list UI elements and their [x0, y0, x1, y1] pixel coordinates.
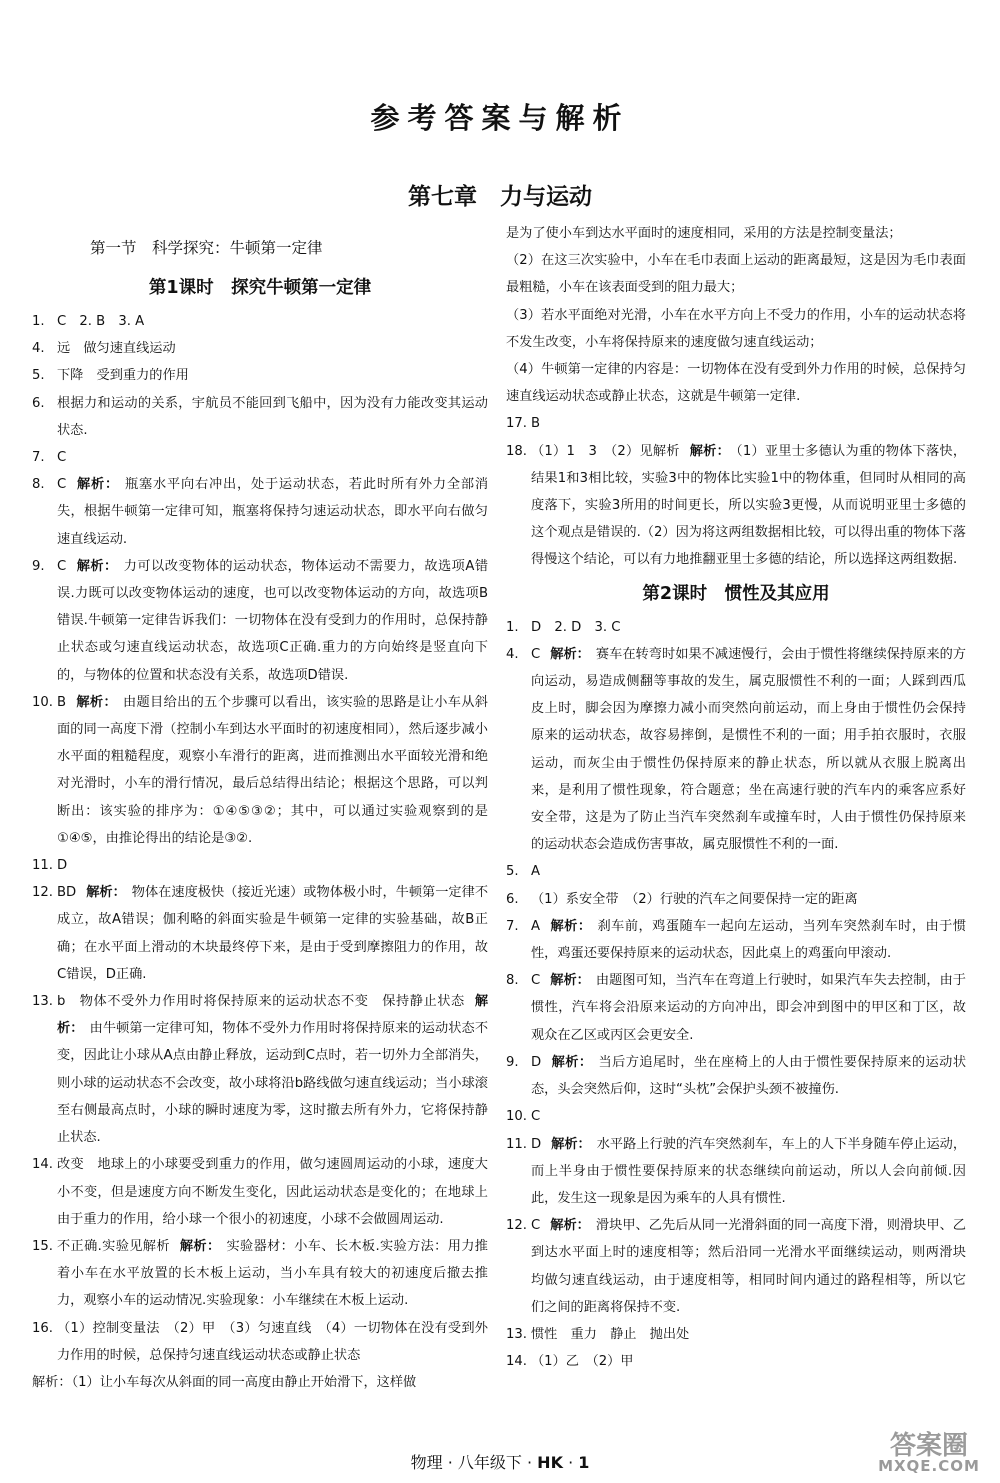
answer-number: 13.: [32, 994, 53, 1010]
answer-text: C: [57, 558, 67, 574]
answer-text: D: [531, 1054, 542, 1070]
analysis-text: 力可以改变物体的运动状态，物体运动不需要力，故选项A错误.力既可以改变物体运动的速度，也可以改变物体运动的方向，故选项B错误.牛顿第一定律告诉我们：一切物体在没有受到力的作用时，总保持静止状态或匀速直线运动状态，故选项C正确.重力的方向始终是竖直向下的，与物体的位置和状态没有关系，故选项D错误.: [57, 558, 489, 683]
answer-text: （1）乙 （2）甲: [531, 1354, 634, 1370]
answer-list-lesson-1: [32, 308, 488, 1369]
analysis-text: （1）让小车每次从斜面的同一高度由静止开始滑下，这样做: [71, 1374, 417, 1390]
answer-number: 11.: [32, 858, 53, 874]
answer-16-analysis: [32, 1369, 488, 1396]
answer-number: 16.: [32, 1320, 53, 1336]
answer-item: [32, 362, 488, 389]
answer-item: [506, 886, 966, 913]
answer-text: D 2. D 3. C: [531, 619, 621, 635]
answer-list-lesson-2: [506, 614, 966, 1376]
answer-text: C 2. B 3. A: [57, 314, 145, 329]
analysis-label: 解析：: [689, 443, 731, 459]
watermark-url: MXQE.COM: [878, 1457, 980, 1475]
answer-text: C: [531, 646, 541, 662]
answer-number: 11.: [506, 1136, 527, 1152]
analysis-text: （1）亚里士多德认为重的物体下落快，结果1和3相比较，实验3中的物体比实验1中的物体重，但同时从相同的高度落下，实验3所用的时间更长，所以实验3更慢，从而说明亚里士多德的这个观点是错误的.（2）因为将这两组数据相比较，可以得出重的物体下落得慢这个结论，可以有力地推翻亚里士多德的结论，所以选择这两组数据.: [531, 443, 967, 568]
answer-number: 6.: [506, 891, 519, 907]
answer-number: 17.: [506, 416, 527, 432]
answer-text: （1）系安全带 （2）行驶的汽车之间要保持一定的距离: [531, 891, 858, 907]
answer-item: [506, 1103, 966, 1130]
answer-number: 5.: [32, 368, 45, 384]
analysis-text: 当后方追尾时，坐在座椅上的人由于惯性要保持原来的运动状态，头会突然后仰，这时“头枕”会保护头颈不被撞伤.: [531, 1054, 967, 1098]
footer-grade: 八年级下: [457, 1453, 522, 1472]
answer-text: BD: [57, 885, 77, 901]
answer-number: 4.: [506, 646, 519, 662]
lesson-2-title: 第2课时 惯性及其应用: [642, 583, 830, 604]
answer-item: [32, 1233, 488, 1315]
answer-text: 远 做匀速直线运动: [57, 341, 176, 357]
analysis-label: 解析：: [76, 558, 118, 574]
answer-number: 1.: [506, 619, 519, 635]
analysis-label: 解析：: [551, 1054, 593, 1070]
chapter-title: 第七章 力与运动: [408, 184, 592, 210]
answer-number: 13.: [506, 1326, 527, 1342]
answer-item: [32, 553, 488, 689]
analysis-text: 由题图可知，当汽车在弯道上行驶时，如果汽车失去控制，由于惯性，汽车将会沿原来运动的方向冲出，即会冲到图中的甲区和丁区，故观众在乙区或丙区会更安全.: [531, 973, 966, 1043]
answer-item: [32, 471, 488, 553]
answer-text: C: [531, 973, 541, 989]
answer-item: [32, 444, 488, 471]
answer-item: [506, 1212, 966, 1321]
answer-item: [506, 1321, 966, 1348]
answer-text: C: [57, 450, 67, 466]
answer-text: C: [531, 1218, 541, 1234]
answer-text: 惯性 重力 静止 抛出处: [531, 1326, 690, 1342]
analysis-label: 解析：: [550, 973, 590, 989]
answer-text: D: [531, 1136, 542, 1152]
analysis-label: 解析：: [32, 1374, 72, 1390]
answer-number: 8.: [32, 477, 45, 493]
answer-number: 10.: [32, 694, 53, 710]
answer-number: 7.: [32, 450, 45, 466]
answer-text: A: [531, 918, 541, 934]
answer-number: 1.: [32, 314, 45, 329]
answer-number: 18.: [506, 443, 527, 459]
answer-number: 6.: [32, 395, 45, 411]
analysis-text: 滑块甲、乙先后从同一光滑斜面的同一高度下滑，则滑块甲、乙到达水平面上时的速度相等；然后沿同一光滑水平面继续运动，则两滑块均做匀速直线运动，由于速度相等，相同时间内通过的路程相等，所以它们之间的距离将保持不变.: [531, 1218, 966, 1315]
answer-number: 9.: [506, 1054, 519, 1070]
analysis-label: 解析：: [57, 994, 488, 1037]
answer-item: [506, 858, 966, 885]
answer-number: 14.: [506, 1354, 527, 1370]
analysis-label: 解析：: [551, 1136, 591, 1152]
analysis-label: 解析：: [179, 1238, 221, 1254]
watermark-logo: [870, 1425, 988, 1475]
section-heading: 第一节 科学探究：牛顿第一定律: [90, 239, 323, 257]
analysis-label: 解析：: [76, 477, 120, 493]
answer-text: 不正确.实验见解析: [57, 1238, 170, 1254]
answer-number: 4.: [32, 341, 45, 357]
answer-item: [506, 913, 966, 967]
answer-number: 14.: [32, 1157, 53, 1173]
analysis-text: 由牛顿第一定律可知，物体不受外力作用时将保持原来的运动状态不变，因此让小球从A点由静止释放，运动到C点时，若一切外力全部消失，则小球的运动状态不会改变，故小球将沿b路线做匀速直线运动；当小球滚至右侧最高点时，小球的瞬时速度为零，这时撤去所有外力，它将保持静止状态.: [57, 1021, 489, 1146]
answer-number: 15.: [32, 1238, 53, 1254]
answer-item: [32, 852, 488, 879]
analysis-text: 由题目给出的五个步骤可以看出，该实验的思路是让小车从斜面的同一高度下滑（控制小车到达水平面时的初速度相同），然后逐步减小水平面的粗糙程度，观察小车滑行的距离，进而推测出水平面较光滑和绝对光滑时，小车的滑行情况，最后总结得出结论；根据这个思路，可以判断出：该实验的排序为：①④⑤③②；其中，可以通过实验观察到的是①④⑤，由推论得出的结论是③②.: [57, 694, 488, 846]
answer-text: C: [531, 1109, 541, 1125]
analysis-text: 赛车在转弯时如果不减速慢行，会由于惯性将继续保持原来的方向运动，易造成侧翻等事故的发生，属克服惯性不利的一面；人踩到西瓜皮上时，脚会因为摩擦力减小而突然向前运动，而上身由于惯性仍会保持原来的运动状态，故容易摔倒，是惯性不利的一面；用手拍衣服时，衣服运动，而灰尘由于惯性仍保持原来的静止状态，所以就从衣服上脱离出来，是利用了惯性现象，符合题意；坐在高速行驶的汽车内的乘客应系好安全带，这是为了防止当汽车突然刹车或撞车时，人由于惯性仍保持原来的运动状态会造成伤害事故，属克服惯性不利的一面.: [531, 646, 966, 853]
answer-item: [32, 1151, 488, 1233]
right-column: [506, 220, 966, 1375]
answer-text: A: [531, 864, 541, 880]
answer-number: 7.: [506, 918, 519, 934]
footer-subject: 物理: [410, 1453, 443, 1472]
footer-edition: HK: [537, 1453, 563, 1472]
answer-item: [506, 410, 966, 437]
answer-item: [506, 1348, 966, 1375]
answer-item: [32, 308, 488, 335]
answer-item: [32, 988, 488, 1151]
answer-text: 根据力和运动的关系，宇航员不能回到飞船中，因为没有力能改变其运动状态.: [57, 395, 488, 438]
answer-item: [32, 1315, 488, 1369]
answer-number: 9.: [32, 558, 45, 574]
analysis-text: 瓶塞水平向右冲出，处于运动状态，若此时所有外力全部消失，根据牛顿第一定律可知，瓶塞将保持匀速运动状态，即水平向右做匀速直线运动.: [57, 477, 489, 547]
analysis-label: 解析：: [550, 646, 590, 662]
analysis-text: 水平路上行驶的汽车突然刹车，车上的人下半身随车停止运动，而上半身由于惯性要保持原来的状态继续向前运动，所以人会向前倾.因此，发生这一现象是因为乘车的人具有惯性.: [531, 1136, 967, 1206]
answer-text: D: [57, 858, 68, 874]
analysis-label: 解析：: [76, 694, 117, 710]
analysis-text: 物体在速度极快（接近光速）或物体极小时，牛顿第一定律不成立，故A错误；伽利略的斜面实验是牛顿第一定律的实验基础，故B正确；在水平面上滑动的木块最终停下来，是由于受到摩擦阻力的作用，故C错误，D正确.: [57, 885, 489, 982]
answer-number: 5.: [506, 864, 519, 880]
answer-item: [506, 967, 966, 1049]
answer-item: [506, 614, 966, 641]
page-title: 参考答案与解析: [370, 101, 630, 135]
lesson-1-title: 第1课时 探究牛顿第一定律: [148, 278, 372, 298]
analysis-text: 实验器材：小车、长木板.实验方法：用力推着小车在水平放置的长木板上运动，当小车具有较大的初速度后撤去推力，观察小车的运动情况.实验现象：小车继续在木板上运动.: [57, 1238, 488, 1309]
answer-16-analysis-continued: 是为了使小车到达水平面时的速度相同，采用的方法是控制变量法； （2）在这三次实验中，小车在毛巾表面上运动的距离最短，这是因为毛巾表面最粗糙，小车在该表面受到的阻力最大； （3）若水平面绝对光滑，小车在水平方向上不受力的作用，小车的运动状态将不发生改变，小车将保持原来的速度做匀速直线运动； （4）牛顿第一定律的内容是：一切物体在没有受到外力作用的时候，总保持匀速直线运动状态或静止状态，这就是牛顿第一定律.: [506, 226, 966, 405]
answer-item: [506, 1049, 966, 1103]
answer-number: 10.: [506, 1109, 527, 1125]
answer-item: [32, 689, 488, 852]
answer-text: （1）控制变量法 （2）甲 （3）匀速直线 （4）一切物体在没有受到外力作用的时候，总保持匀速直线运动状态或静止状态: [57, 1320, 488, 1363]
answer-number: 12.: [506, 1218, 527, 1234]
answer-item: [506, 438, 966, 574]
page-number: 1: [578, 1453, 590, 1472]
watermark-text: 答案圈: [889, 1431, 968, 1461]
left-column: [32, 228, 488, 1396]
analysis-label: 解析：: [550, 1218, 590, 1234]
answer-item: [506, 1131, 966, 1213]
answer-item: [32, 335, 488, 362]
answer-item: [506, 641, 966, 859]
analysis-text: 刹车前，鸡蛋随车一起向左运动，当列车突然刹车时，由于惯性，鸡蛋还要保持原来的运动状态，因此桌上的鸡蛋向甲滚动.: [531, 918, 967, 962]
answer-item: [32, 879, 488, 988]
answer-number: 8.: [506, 973, 519, 989]
analysis-label: 解析：: [550, 918, 592, 934]
answer-text: 下降 受到重力的作用: [57, 368, 189, 384]
analysis-label: 解析：: [86, 885, 126, 901]
answer-text: B: [57, 694, 67, 710]
answer-text: B: [531, 416, 541, 432]
answer-text: （1）1 3 （2）见解析: [531, 443, 680, 459]
answer-text: C: [57, 477, 67, 493]
answer-number: 12.: [32, 885, 53, 901]
answer-text: 改变 地球上的小球要受到重力的作用，做匀速圆周运动的小球，速度大小不变，但是速度方向不断发生变化，因此运动状态是变化的；在地球上由于重力的作用，给小球一个很小的初速度，小球不会做圆周运动.: [57, 1157, 488, 1227]
page-footer: 物理 · 八年级下 · HK · 1: [410, 1453, 590, 1472]
answer-text: b 物体不受外力作用时将保持原来的运动状态不变 保持静止状态: [57, 994, 465, 1010]
answer-item: [32, 390, 488, 444]
answer-list-lesson-1-continued: [506, 410, 966, 573]
